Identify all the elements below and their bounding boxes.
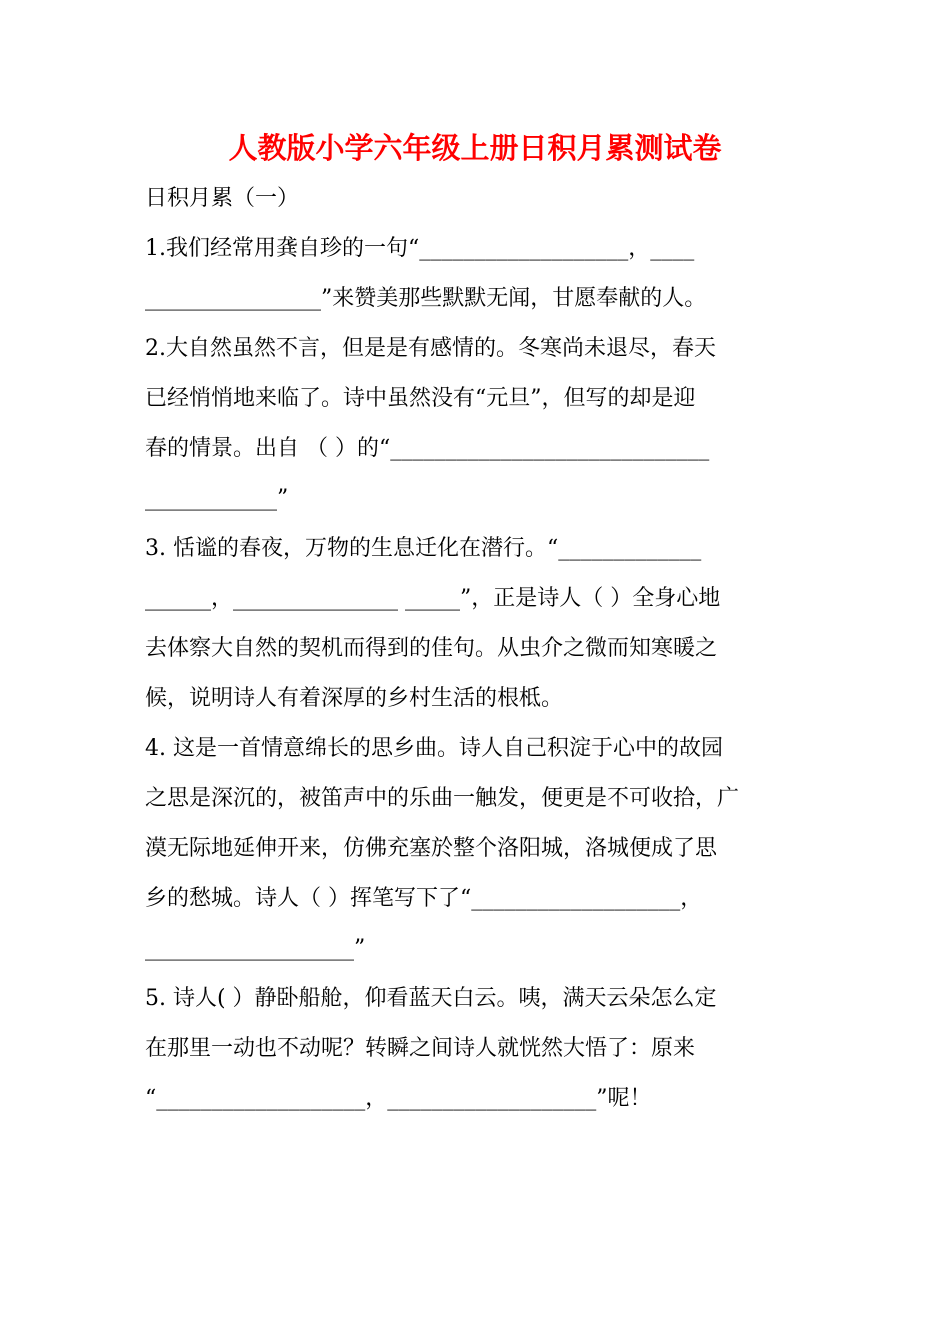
question-line: 3. 恬谧的春夜，万物的生息迁化在潜行。“_____________ [145,536,702,561]
section-heading: 日积月累（一） [145,186,300,211]
question-line: 1.我们经常用龚自珍的一句“___________________，____ [145,236,695,261]
question-line: 乡的愁城。诗人（ ）挥笔写下了“___________________， [145,886,703,911]
question-line: “___________________，___________________”呢！ [145,1086,652,1111]
question-line: 在那里一动也不动呢？转瞬之间诗人就恍然大悟了：原来 [145,1036,696,1061]
question-line: ___________________” [145,936,366,961]
question-line: 之思是深沉的，被笛声中的乐曲一触发，便更是不可收拾，广 [145,786,740,811]
question-line: 候，说明诗人有着深厚的乡村生活的根柢。 [145,686,564,711]
question-line: 去体察大自然的契机而得到的佳句。从虫介之微而知寒暖之 [145,636,718,661]
question-line: 5. 诗人( ）静卧船舱，仰看蓝天白云。咦，满天云朵怎么定 [145,986,717,1011]
question-line: ____________” [145,486,289,511]
document-title: 人教版小学六年级上册日积月累测试卷 [228,131,722,165]
question-line: 春的情景。出自 （ ）的“_____________________________ [145,436,710,461]
question-line: 已经悄悄地来临了。诗中虽然没有“元旦”，但写的却是迎 [145,386,696,411]
question-line: 4. 这是一首情意绵长的思乡曲。诗人自己积淀于心中的故园 [145,736,723,761]
question-line: 2.大自然虽然不言，但是是有感情的。冬寒尚未退尽，春天 [145,336,716,361]
question-line: ________________”来赞美那些默默无闻，甘愿奉献的人。 [145,286,707,311]
question-line: 漠无际地延伸开来，仿佛充塞於整个洛阳城，洛城便成了思 [145,836,718,861]
question-line: ______，_______________ _____”，正是诗人（ ）全身心地 [145,586,721,611]
